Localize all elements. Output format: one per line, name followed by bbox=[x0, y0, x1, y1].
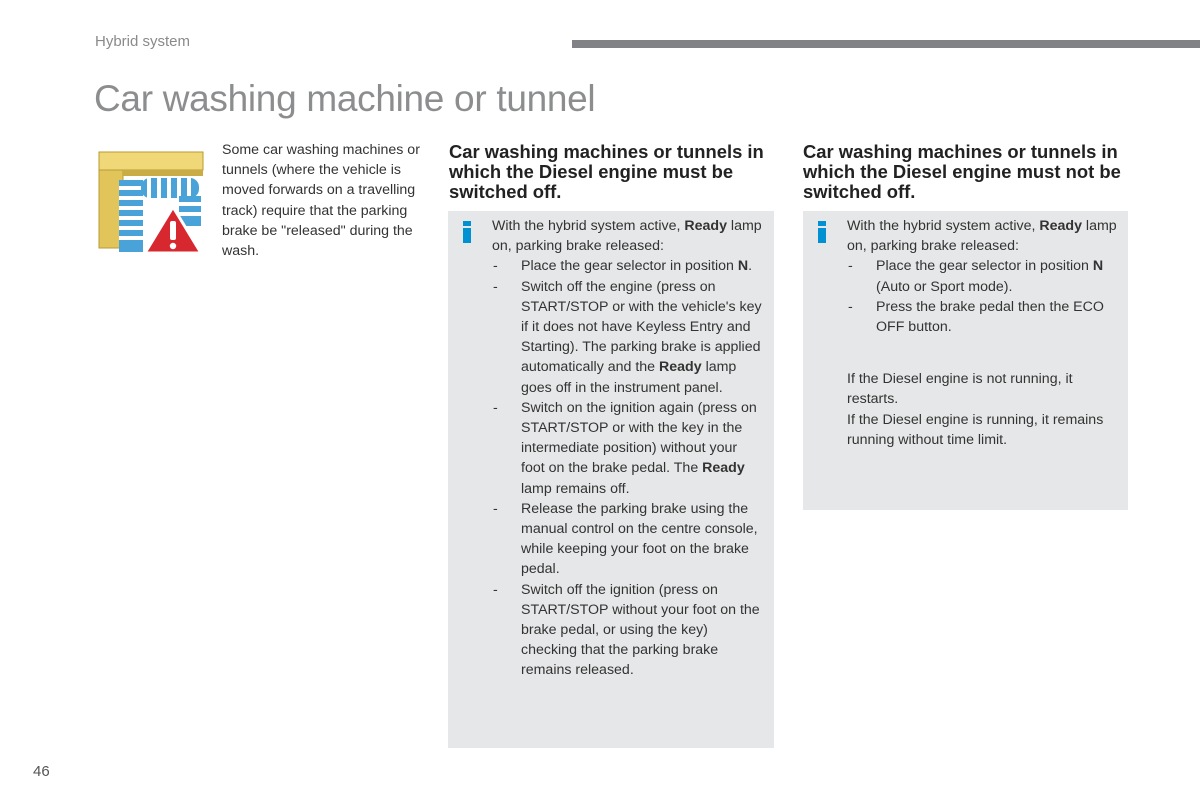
page-title: Car washing machine or tunnel bbox=[94, 78, 596, 119]
section-label: Hybrid system bbox=[95, 33, 191, 50]
car-wash-illustration bbox=[97, 150, 209, 256]
info-box-engine-off bbox=[448, 211, 774, 748]
list-item: - Switch on the ignition again (press on START/STOP or with the key in the intermediate position) without your foot on the brake pedal. The Ready lamp remains off. bbox=[493, 399, 757, 497]
info-icon bbox=[462, 221, 472, 243]
warning-triangle-icon bbox=[142, 204, 204, 256]
list-item: - Release the parking brake using the manual control on the centre console, while keeping your foot on the brake pedal. bbox=[493, 500, 758, 578]
info-icon bbox=[817, 221, 827, 243]
list-item: - Press the brake pedal then the ECO OFF button. bbox=[848, 298, 1104, 336]
list-item: - Switch off the engine (press on START/STOP or with the vehicle's key if it does not have Keyless Entry and Starting). The parking brake is applied automatically and the Ready lamp goes off in the instrument panel. bbox=[493, 278, 762, 396]
intro-text: Some car washing machines or tunnels (where the vehicle is moved forwards on a travelling track) require that the parking brake be "released" during the wash. bbox=[222, 142, 420, 260]
steps-list bbox=[492, 256, 764, 680]
header-rule bbox=[572, 40, 1200, 48]
lead-text: With the hybrid system active, Ready lamp on, parking brake released: bbox=[492, 218, 762, 255]
note-text: If the Diesel engine is not running, it restarts. bbox=[847, 371, 1073, 408]
list-item: - Place the gear selector in position N. bbox=[493, 258, 753, 275]
note-text: If the Diesel engine is running, it remains running without time limit. bbox=[847, 411, 1104, 448]
lead-text: With the hybrid system active, Ready lamp on, parking brake released: bbox=[847, 218, 1117, 255]
heading-engine-on: Car washing machines or tunnels in which the Diesel engine must not be switched off. bbox=[803, 141, 1121, 202]
list-item: - Place the gear selector in position N (Auto or Sport mode). bbox=[848, 258, 1104, 295]
steps-list bbox=[847, 256, 1119, 337]
info-box-engine-on bbox=[803, 211, 1128, 510]
page-number: 46 bbox=[33, 763, 50, 780]
heading-engine-off: Car washing machines or tunnels in which the Diesel engine must be switched off. bbox=[449, 141, 764, 202]
list-item: - Switch off the ignition (press on START/STOP without your foot on the brake pedal, or using the key) checking that the parking brake remains released. bbox=[493, 581, 760, 679]
